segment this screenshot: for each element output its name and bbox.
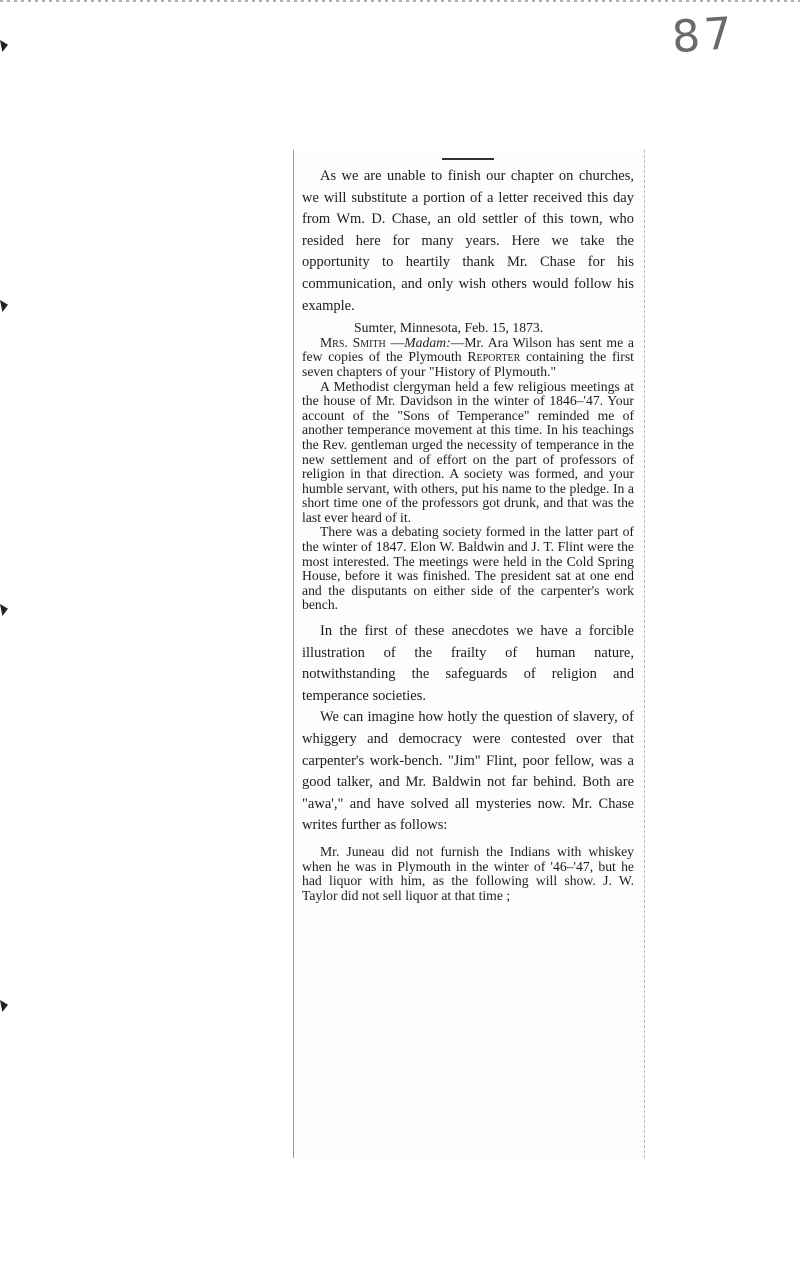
salutation-end: containing the first seven chapters of your "History of Plymouth." — [302, 349, 634, 379]
salutation-text: —Mr. Ara Wilson has sent me a few copies of the Plymouth — [302, 334, 634, 365]
letter-paragraph: There was a debating society formed in the latter part of the winter of 1847. Elon W. Baldwin and J. T. Flint were the most interested. The meetings were held in the Cold Spring House, before it was finished. The president sat at one end and the disputants on either side of the carpenter's work bench. — [302, 524, 634, 613]
salutation-name: Mrs. Smith — [320, 334, 386, 350]
salutation-madam: Madam: — [404, 334, 451, 350]
letter-continued: Mr. Juneau did not furnish the Indians with whiskey when he was in Plymouth in the winter of '46–'47, but he had liquor with him, as the following will show. J. W. Taylor did not sell liquor at that time ; — [302, 843, 634, 903]
handwritten-page-number: 87 — [670, 7, 738, 64]
binding-mark — [0, 1000, 8, 1012]
editorial-intro: As we are unable to finish our chapter on churches, we will substitute a portion of a letter received this day from Wm. D. Chase, an old settler of this town, who resided here for many years. Here we take the opportunity to heartily thank Mr. Chase for his communication, and only wish others would follow his example. — [302, 168, 634, 314]
top-edge-rule — [0, 0, 800, 2]
letter-dateline: Sumter, Minnesota, Feb. 15, 1873. — [354, 320, 544, 336]
editorial-comment: In the first of these anecdotes we have a forcible illustration of the frailty of human nature, notwithstanding the safeguards of religion and temperance societies. — [302, 623, 634, 704]
binding-mark — [0, 300, 8, 312]
newspaper-clipping — [293, 150, 645, 1158]
binding-mark — [0, 40, 8, 52]
binding-mark — [0, 604, 8, 616]
column-head-rule — [442, 158, 494, 160]
salutation-dash: — — [385, 334, 405, 350]
paper-name: Reporter — [467, 349, 521, 365]
editorial-comment: We can imagine how hotly the question of slavery, of whiggery and democracy were contested over that carpenter's work-bench. "Jim" Flint, poor fellow, was a good talker, and Mr. Baldwin not far behind. Both are "awa'," and have solved all mysteries now. Mr. Chase writes further as follows: — [302, 709, 634, 834]
letter-salutation — [302, 336, 634, 380]
letter-paragraph: A Methodist clergyman held a few religious meetings at the house of Mr. Davidson in the winter of 1846–'47. Your account of the "Sons of Temperance" reminded me of another temperance movement at this time. In his teachings the Rev. gentleman urged the necessity of temperance in the new settlement and of effort on the part of professors of religion in that direction. A society was formed, and your humble servant, with others, put his name to the pledge. In a short time one of the professors got drunk, and that was the last ever heard of it. — [302, 378, 634, 525]
